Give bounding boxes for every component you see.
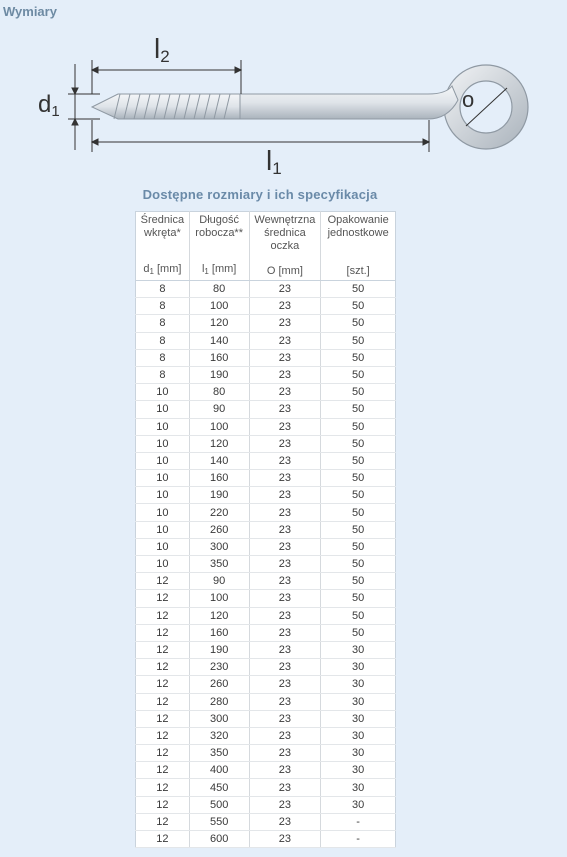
cell-length: 160 [189,624,249,641]
cell-package: 50 [321,315,396,332]
cell-eye-diameter: 23 [249,659,321,676]
cell-diameter: 12 [136,659,190,676]
spec-table [135,211,396,848]
cell-length: 120 [189,315,249,332]
cell-diameter: 8 [136,332,190,349]
cell-diameter: 10 [136,435,190,452]
cell-package: 50 [321,418,396,435]
cell-package: 30 [321,676,396,693]
header-working-length [189,212,249,281]
l2-label: l [154,33,161,64]
cell-length: 100 [189,298,249,315]
cell-length: 100 [189,418,249,435]
cell-length: 140 [189,332,249,349]
cell-diameter: 8 [136,349,190,366]
cell-eye-diameter: 23 [249,418,321,435]
cell-eye-diameter: 23 [249,470,321,487]
header-text: Opakowanie [327,214,389,226]
header-text: średnica [264,227,306,239]
cell-package: 50 [321,452,396,469]
cell-length: 80 [189,281,249,298]
cell-length: 190 [189,641,249,658]
cell-diameter: 12 [136,641,190,658]
cell-length: 220 [189,504,249,521]
cell-length: 300 [189,710,249,727]
cell-eye-diameter: 23 [249,384,321,401]
cell-length: 90 [189,401,249,418]
cell-diameter: 12 [136,624,190,641]
o-label: o [462,87,475,112]
screw-thread [92,94,240,119]
cell-package: 50 [321,538,396,555]
cell-diameter: 10 [136,556,190,573]
cell-diameter: 12 [136,813,190,830]
table-row [136,693,396,710]
cell-eye-diameter: 23 [249,298,321,315]
cell-package: 50 [321,470,396,487]
header-unit: $d_1$ [mm] [143,263,182,276]
table-row [136,401,396,418]
table-row [136,332,396,349]
cell-package: 30 [321,779,396,796]
screw-shank [238,86,458,119]
table-row [136,762,396,779]
cell-eye-diameter: 23 [249,573,321,590]
cell-length: 350 [189,556,249,573]
cell-diameter: 10 [136,401,190,418]
table-row [136,745,396,762]
header-unit: $l_1$ [mm] [201,263,237,276]
cell-diameter: 12 [136,676,190,693]
cell-eye-diameter: 23 [249,487,321,504]
cell-eye-diameter: 23 [249,779,321,796]
cell-length: 260 [189,521,249,538]
table-row [136,349,396,366]
cell-package: 50 [321,281,396,298]
cell-package: 50 [321,607,396,624]
table-row [136,521,396,538]
table-header-row [136,212,396,281]
cell-package: 30 [321,796,396,813]
cell-length: 280 [189,693,249,710]
header-unit: O [mm] [266,265,303,277]
cell-package: 50 [321,298,396,315]
table-row [136,624,396,641]
header-unit: [szt.] [346,265,370,277]
table-row [136,384,396,401]
cell-diameter: 8 [136,281,190,298]
cell-package: 50 [321,366,396,383]
cell-eye-diameter: 23 [249,556,321,573]
cell-length: 160 [189,349,249,366]
table-row [136,796,396,813]
cell-package: 30 [321,641,396,658]
cell-package: 50 [321,349,396,366]
cell-length: 80 [189,384,249,401]
cell-length: 320 [189,727,249,744]
cell-diameter: 12 [136,762,190,779]
table-row [136,556,396,573]
l1-label-sub: 1 [272,159,282,178]
cell-diameter: 8 [136,366,190,383]
cell-package: 30 [321,762,396,779]
cell-package: 30 [321,710,396,727]
cell-length: 600 [189,831,249,848]
d1-label-sub: 1 [51,103,60,120]
cell-package: 50 [321,573,396,590]
header-diameter [136,212,190,281]
table-subtitle: Dostępne rozmiary i ich specyfikacja [142,187,378,202]
cell-eye-diameter: 23 [249,762,321,779]
svg-text:d1 [38,91,60,120]
cell-diameter: 8 [136,298,190,315]
header-text: jednostkowe [327,227,389,239]
cell-package: - [321,831,396,848]
cell-package: 50 [321,332,396,349]
l1-label: l [266,145,273,176]
table-row [136,813,396,830]
cell-diameter: 12 [136,745,190,762]
cell-eye-diameter: 23 [249,452,321,469]
cell-eye-diameter: 23 [249,710,321,727]
table-row [136,504,396,521]
cell-eye-diameter: 23 [249,366,321,383]
cell-eye-diameter: 23 [249,607,321,624]
table-row [136,298,396,315]
header-eye-inner-diameter [249,212,321,281]
cell-eye-diameter: 23 [249,745,321,762]
eye-screw-diagram [0,20,567,185]
cell-eye-diameter: 23 [249,504,321,521]
cell-diameter: 10 [136,452,190,469]
cell-diameter: 12 [136,607,190,624]
cell-package: 50 [321,590,396,607]
cell-eye-diameter: 23 [249,831,321,848]
cell-length: 120 [189,435,249,452]
cell-length: 190 [189,366,249,383]
cell-package: 50 [321,401,396,418]
cell-diameter: 12 [136,693,190,710]
table-row [136,641,396,658]
cell-diameter: 10 [136,384,190,401]
cell-length: 550 [189,813,249,830]
cell-eye-diameter: 23 [249,641,321,658]
cell-diameter: 12 [136,727,190,744]
cell-package: 30 [321,659,396,676]
header-package [321,212,396,281]
cell-length: 100 [189,590,249,607]
section-title: Wymiary [3,4,57,19]
table-row [136,487,396,504]
cell-eye-diameter: 23 [249,349,321,366]
table-row [136,435,396,452]
svg-text:l1 [266,145,282,178]
cell-eye-diameter: 23 [249,676,321,693]
cell-diameter: 12 [136,710,190,727]
cell-eye-diameter: 23 [249,796,321,813]
cell-length: 400 [189,762,249,779]
cell-diameter: 10 [136,487,190,504]
cell-package: 30 [321,745,396,762]
cell-package: - [321,813,396,830]
cell-eye-diameter: 23 [249,435,321,452]
cell-length: 90 [189,573,249,590]
cell-eye-diameter: 23 [249,521,321,538]
table-body [136,281,396,848]
cell-diameter: 12 [136,590,190,607]
cell-length: 230 [189,659,249,676]
header-text: Średnica [140,214,185,226]
cell-eye-diameter: 23 [249,693,321,710]
table-row [136,470,396,487]
d1-label: d [38,91,52,118]
cell-length: 260 [189,676,249,693]
table-row [136,452,396,469]
cell-diameter: 10 [136,538,190,555]
table-row [136,366,396,383]
cell-length: 190 [189,487,249,504]
cell-length: 350 [189,745,249,762]
cell-diameter: 10 [136,521,190,538]
svg-text:l2 [154,33,170,66]
table-row [136,315,396,332]
cell-eye-diameter: 23 [249,727,321,744]
table-row [136,676,396,693]
cell-length: 120 [189,607,249,624]
cell-length: 160 [189,470,249,487]
cell-diameter: 12 [136,779,190,796]
cell-length: 300 [189,538,249,555]
cell-diameter: 10 [136,470,190,487]
l2-label-sub: 2 [160,47,170,66]
table-row [136,779,396,796]
cell-package: 50 [321,556,396,573]
cell-diameter: 12 [136,573,190,590]
cell-package: 50 [321,504,396,521]
cell-diameter: 10 [136,418,190,435]
cell-eye-diameter: 23 [249,538,321,555]
cell-diameter: 12 [136,831,190,848]
cell-diameter: 8 [136,315,190,332]
l1-dimension [92,120,429,152]
cell-diameter: 12 [136,796,190,813]
table-row [136,418,396,435]
table-row [136,727,396,744]
cell-length: 500 [189,796,249,813]
header-text: wkręta* [144,227,181,239]
header-text: robocza** [195,227,243,239]
cell-eye-diameter: 23 [249,624,321,641]
cell-package: 50 [321,521,396,538]
cell-eye-diameter: 23 [249,401,321,418]
table-row [136,659,396,676]
cell-package: 50 [321,435,396,452]
cell-package: 30 [321,727,396,744]
table-row [136,607,396,624]
cell-eye-diameter: 23 [249,281,321,298]
table-row [136,573,396,590]
cell-eye-diameter: 23 [249,315,321,332]
table-row [136,710,396,727]
cell-package: 50 [321,624,396,641]
cell-eye-diameter: 23 [249,332,321,349]
table-row [136,538,396,555]
table-row [136,281,396,298]
header-text: Długość [199,214,240,226]
cell-package: 30 [321,693,396,710]
cell-package: 50 [321,487,396,504]
header-text: Wewnętrzna [254,214,316,226]
cell-package: 50 [321,384,396,401]
header-text: oczka [270,240,300,252]
cell-diameter: 10 [136,504,190,521]
table-row [136,831,396,848]
cell-length: 140 [189,452,249,469]
cell-length: 450 [189,779,249,796]
table-row [136,590,396,607]
cell-eye-diameter: 23 [249,590,321,607]
cell-eye-diameter: 23 [249,813,321,830]
